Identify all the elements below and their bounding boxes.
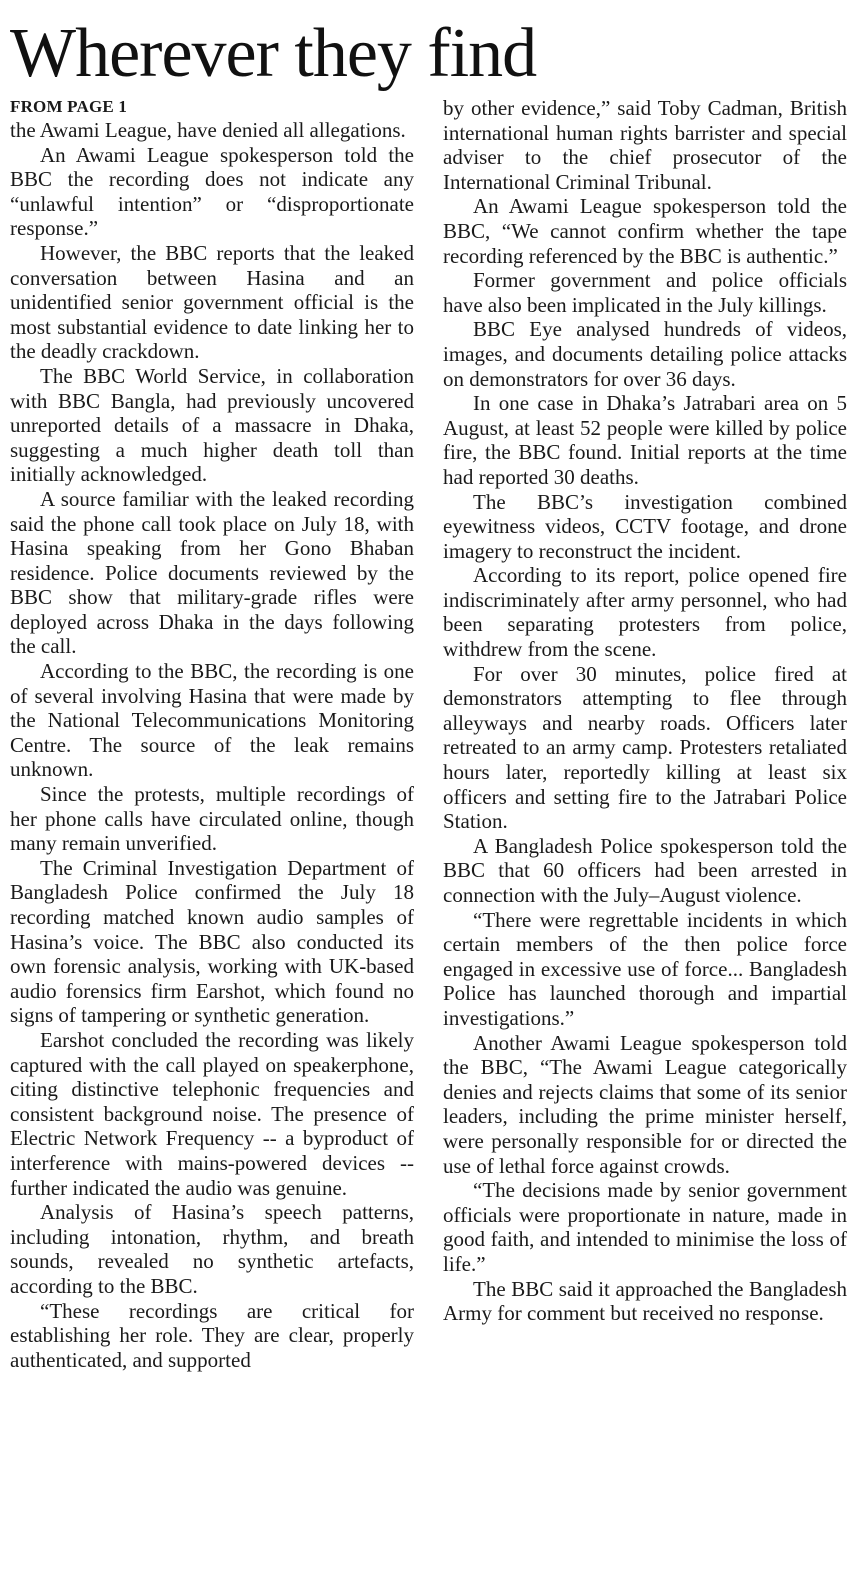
paragraph: A source familiar with the leaked recording said the phone call took place on July 18, with Hasina speaking from her Gono Bhaban residence. Police documents reviewed by the BBC show that military-grade rifles were deployed across Dhaka in the days following the call. (10, 486, 414, 659)
continuation-kicker: FROM PAGE 1 (10, 97, 128, 116)
paragraph: the Awami League, have denied all allegations. (10, 118, 406, 142)
paragraph: “There were regrettable incidents in which certain members of the then police force engaged in excessive use of force... Bangladesh Police has launched thorough and impartial investigations.” (443, 907, 847, 1030)
headline: Wherever they find (10, 15, 537, 92)
paragraph: The Criminal Investigation Department of Bangladesh Police confirmed the July 18 recording matched known audio samples of Hasina’s voice. The BBC also conducted its own forensic analysis, working with UK-based audio forensics firm Earshot, which found no signs of tampering or synthetic generation. (10, 855, 414, 1028)
paragraph: Analysis of Hasina’s speech patterns, including intonation, rhythm, and breath sounds, revealed no synthetic artefacts, according to the BBC. (10, 1200, 414, 1298)
paragraph: However, the BBC reports that the leaked conversation between Hasina and an unidentified senior government official is the most substantial evidence to date linking her to the deadly crackdown. (10, 240, 414, 364)
paragraph: Since the protests, multiple recordings of her phone calls have circulated online, though many remain unverified. (10, 782, 414, 856)
paragraph: According to its report, police opened fire indiscriminately after army personnel, who had been separating protesters from police, withdrew from the scene. (443, 563, 847, 662)
paragraph: An Awami League spokesperson told the BBC the recording does not indicate any “unlawful intention” or “disproportionate response.” (10, 142, 414, 241)
paragraph: Former government and police officials have also been implicated in the July killings. (443, 268, 847, 317)
paragraph: The BBC’s investigation combined eyewitness videos, CCTV footage, and drone imagery to reconstruct the incident. (443, 489, 847, 563)
paragraph: In one case in Dhaka’s Jatrabari area on 5 August, at least 52 people were killed by police fire, the BBC found. Initial reports at the time had reported 30 deaths. (443, 391, 847, 489)
paragraph: “The decisions made by senior government officials were proportionate in nature, made in good faith, and intended to minimise the loss of life.” (443, 1178, 847, 1276)
paragraph: A Bangladesh Police spokesperson told the BBC that 60 officers had been arrested in connection with the July–August violence. (443, 833, 847, 907)
paragraph: BBC Eye analysed hundreds of videos, images, and documents detailing police attacks on demonstrators for over 36 days. (443, 317, 847, 391)
paragraph: The BBC World Service, in collaboration with BBC Bangla, had previously uncovered unreported details of a massacre in Dhaka, suggesting a much higher death toll than initially acknowledged. (10, 363, 414, 487)
paragraph: “These recordings are critical for establishing her role. They are clear, properly authenticated, and supported (10, 1298, 414, 1372)
article-column-right (443, 96, 847, 1326)
article-column-left (10, 96, 414, 1372)
paragraph: Earshot concluded the recording was likely captured with the call played on speakerphone, citing distinctive telephonic frequencies and consistent background noise. The presence of Electric Network Frequency -- a byproduct of interference with mains-powered devices -- further indicated the audio was genuine. (10, 1027, 414, 1200)
paragraph: Another Awami League spokesperson told the BBC, “The Awami League categorically denies and rejects claims that some of its senior leaders, including the prime minister herself, were personally responsible for or directed the use of lethal force against crowds. (443, 1030, 847, 1178)
paragraph: According to the BBC, the recording is one of several involving Hasina that were made by the National Telecommunications Monitoring Centre. The source of the leak remains unknown. (10, 659, 414, 782)
paragraph: For over 30 minutes, police fired at demonstrators attempting to flee through alleyways and nearby roads. Officers later retreated to an army camp. Protesters retaliated hours later, reportedly killing at least six officers and setting fire to the Jatrabari Police Station. (443, 661, 847, 834)
paragraph: The BBC said it approached the Bangladesh Army for comment but received no response. (443, 1276, 847, 1326)
paragraph: An Awami League spokesperson told the BBC, “We cannot confirm whether the tape recording referenced by the BBC is authentic.” (443, 194, 847, 268)
paragraph: by other evidence,” said Toby Cadman, British international human rights barrister and special adviser to the chief prosecutor of the International Criminal Tribunal. (443, 96, 847, 194)
